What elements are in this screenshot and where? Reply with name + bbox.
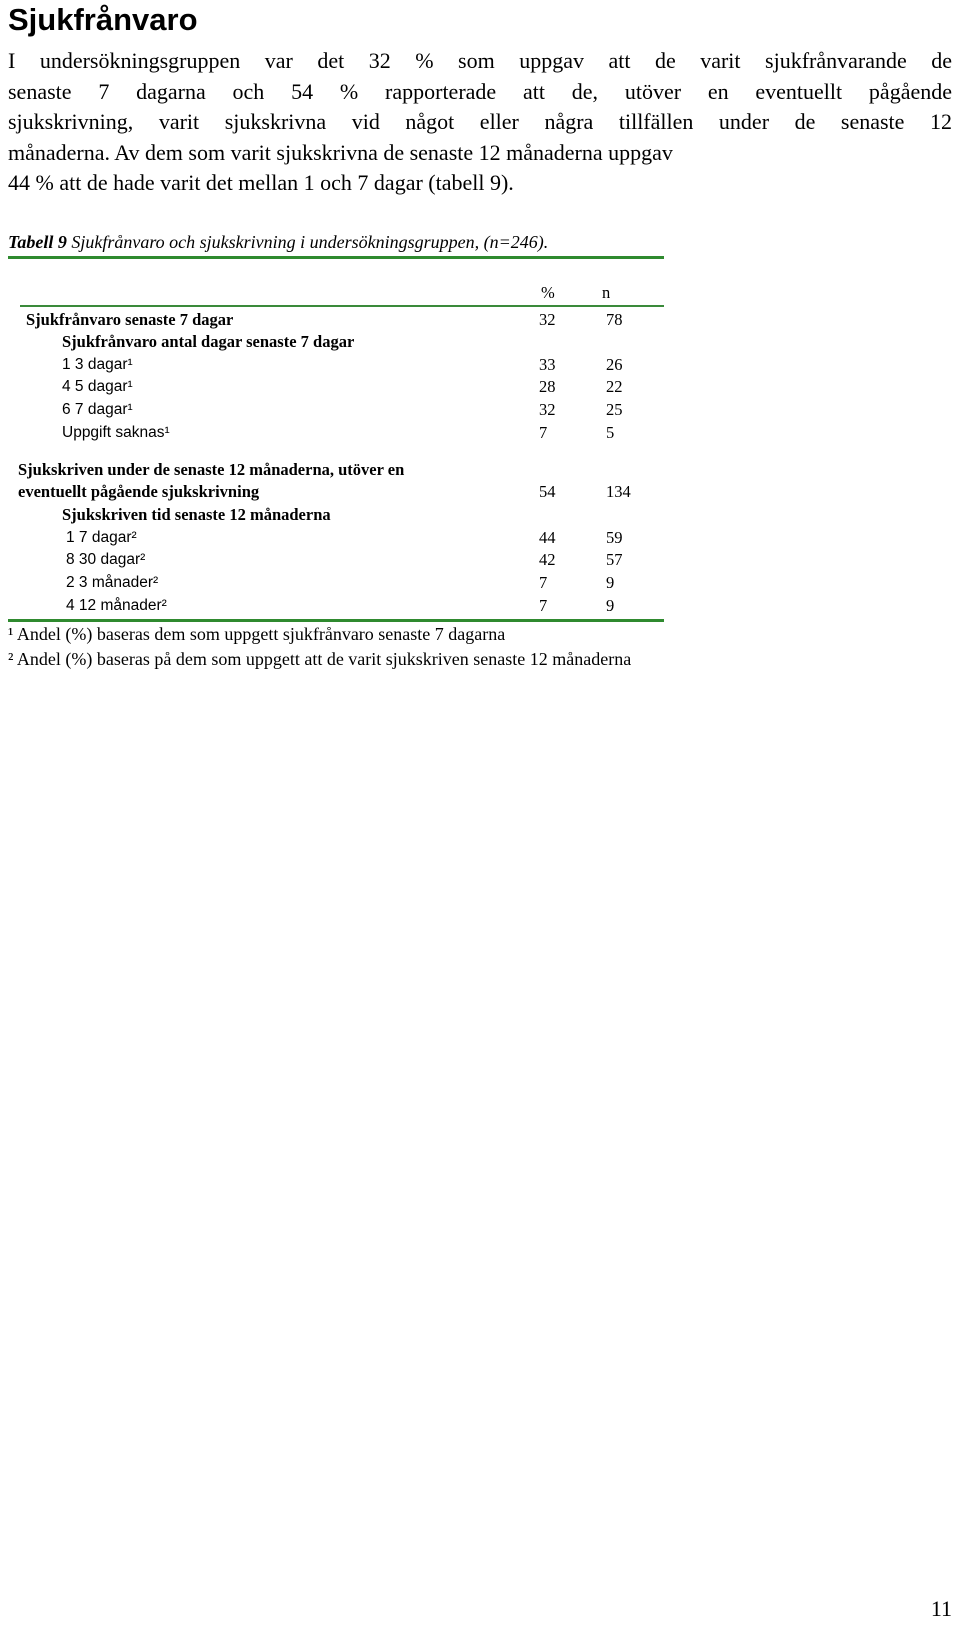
table-cell-n: 22 [606,377,623,396]
table-subheading: Sjukfrånvaro antal dagar senaste 7 dagar [62,332,355,351]
intro-line: I undersökningsgruppen var det 32 % som uppgav att de varit sjukfrånvarande de [8,48,952,73]
table-row-label: 8 30 dagar² [66,551,146,568]
table-cell-percent: 42 [539,550,556,569]
table-caption [8,230,548,254]
footnote-1: ¹ Andel (%) baseras dem som uppgett sjukfrånvaro senaste 7 dagarna [8,624,506,644]
table-caption-label: Tabell 9 [8,232,67,252]
table-cell-n: 26 [606,355,623,374]
table-cell-percent: 32 [539,310,556,329]
table-cell-percent: 44 [539,528,556,547]
table-row-label: Sjukskriven under de senaste 12 månaderna, utöver en [18,460,405,479]
table-cell-n: 57 [606,550,623,569]
intro-paragraph [8,46,952,199]
table-row-label: eventuellt pågående sjukskrivning [18,482,260,501]
table-row-label: 6 7 dagar¹ [62,401,133,418]
intro-line: 44 % att de hade varit det mellan 1 och 7 dagar (tabell 9). [8,170,514,195]
table-cell-n: 59 [606,528,623,547]
page-number: 11 [930,1596,952,1621]
table-row-label: 4 12 månader² [66,597,167,614]
table-cell-percent: 33 [539,355,556,374]
column-header-n: n [602,283,611,302]
table-subheading: Sjukskriven tid senaste 12 månaderna [62,505,331,524]
table-row-label: 1 7 dagar² [66,529,137,546]
table-cell-n: 9 [606,596,615,615]
table-row-label: 4 5 dagar¹ [62,378,133,395]
table-cell-percent: 54 [539,482,556,501]
intro-line: månaderna. Av dem som varit sjukskrivna de senaste 12 månaderna uppgav [8,139,673,165]
table-row-label: 2 3 månader² [66,574,159,591]
table-top-rule [8,256,664,259]
table-cell-percent: 7 [539,573,548,592]
table-row-label: Uppgift saknas¹ [62,424,170,441]
table-header-rule [20,305,664,307]
table-cell-n: 134 [606,482,631,501]
column-header-percent: % [541,283,555,302]
table-row-label: 1 3 dagar¹ [62,356,133,373]
page-title: Sjukfrånvaro [8,2,198,37]
table-cell-percent: 7 [539,596,548,615]
intro-line: senaste 7 dagarna och 54 % rapporterade att de, utöver en eventuellt pågående [8,78,952,104]
table-cell-n: 9 [606,573,615,592]
table-cell-n: 25 [606,400,623,419]
table-cell-percent: 28 [539,377,556,396]
footnote-2: ² Andel (%) baseras på dem som uppgett att de varit sjukskriven senaste 12 månaderna [8,649,632,669]
table-cell-n: 78 [606,310,623,329]
table-cell-n: 5 [606,423,615,442]
intro-line: sjukskrivning, varit sjukskrivna vid något eller några tillfällen under de senaste 12 [8,109,952,134]
table-row-label: Sjukfrånvaro senaste 7 dagar [26,310,234,329]
table-cell-percent: 32 [539,400,556,419]
table-cell-percent: 7 [539,423,548,442]
table-caption-text: Sjukfrånvaro och sjukskrivning i undersökningsgruppen, (n=246). [66,232,549,252]
